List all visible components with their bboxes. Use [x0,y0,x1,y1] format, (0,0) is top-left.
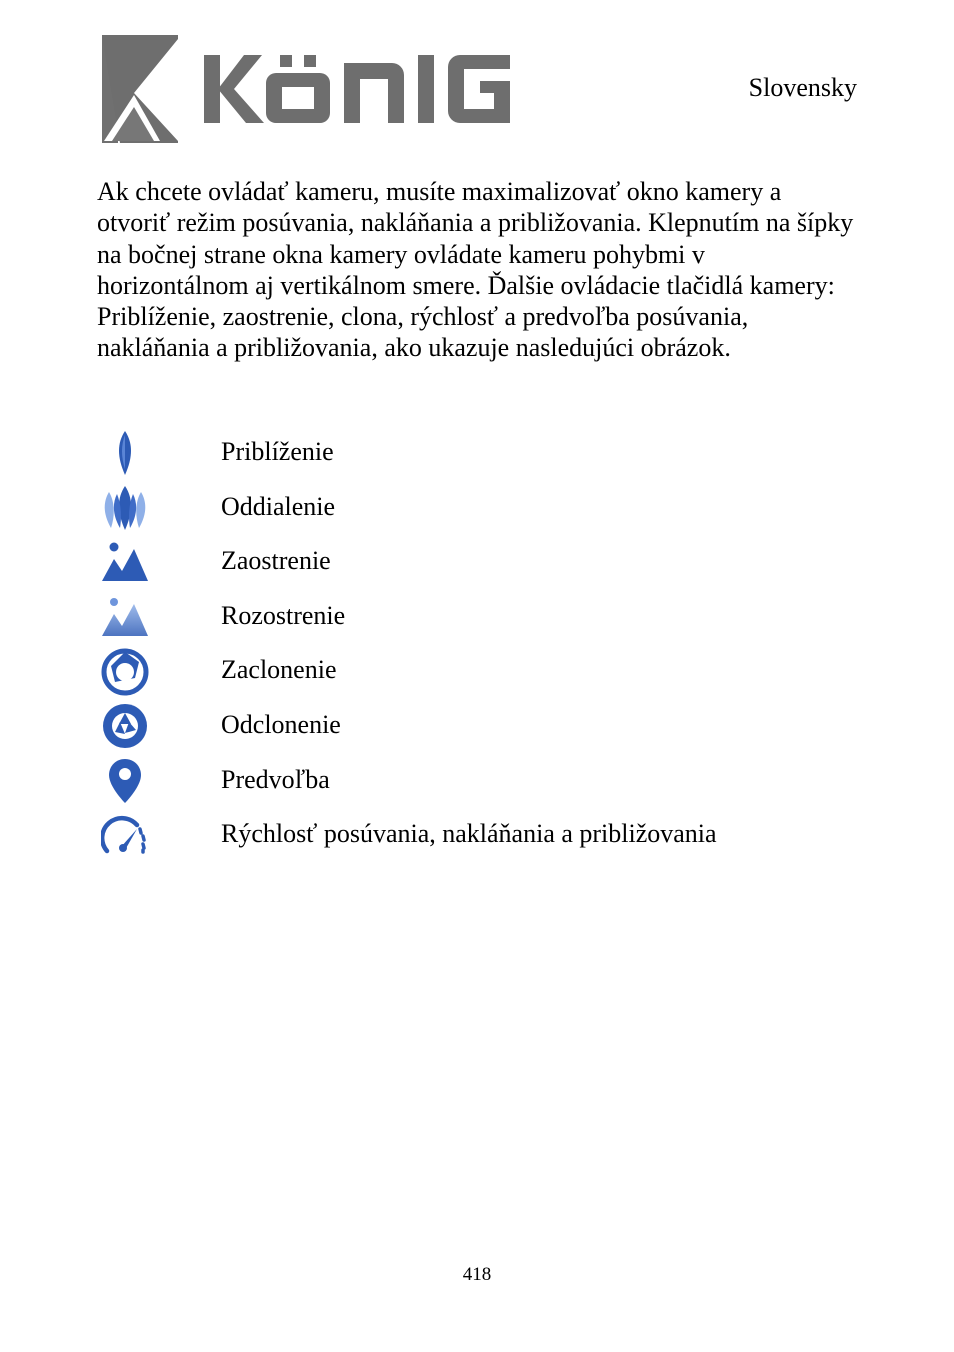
legend-label: Predvoľba [221,764,330,794]
legend-item [97,590,857,645]
legend-item [97,644,857,699]
iris-open-icon [97,701,153,751]
legend-item [97,481,857,536]
legend-label: Zaclonenie [221,655,337,685]
legend-label: Rýchlosť posúvania, nakláňania a približovania [221,819,717,849]
speed-gauge-icon [97,810,153,860]
control-legend [97,426,857,863]
legend-label: Priblíženie [221,437,334,466]
iris-close-icon [97,647,153,697]
legend-item [97,535,857,590]
konig-logo [98,33,518,145]
zoom-out-icon [97,483,153,533]
focus-far-icon [97,592,153,642]
zoom-in-icon [97,428,153,478]
legend-label: Zaostrenie [221,546,331,576]
legend-label: Odclonenie [221,709,341,739]
preset-pin-icon [97,756,153,806]
legend-item [97,426,857,481]
page-number: 418 [462,1264,492,1285]
legend-label: Rozostrenie [221,600,346,630]
focus-near-icon [97,537,153,587]
intro-paragraph: Ak chcete ovládať kameru, musíte maximalizovať okno kamery a otvoriť režim posúvania, nakláňania a približovania. Klepnutím na šípky na bočnej strane okna kamery ovládate kameru pohybmi v horizontálnom aj vertikálnom smere. Ďalšie ovládacie tlačidlá kamery: Priblíženie, zaostrenie, clona, rýchlosť a predvoľba posúvania, nakláňania a približovania, ako ukazuje nasledujúci obrázok. [97,177,854,363]
legend-item [97,754,857,809]
legend-item [97,699,857,754]
legend-label: Oddialenie [221,491,336,521]
legend-item [97,808,857,863]
language-label: Slovensky [748,73,857,102]
